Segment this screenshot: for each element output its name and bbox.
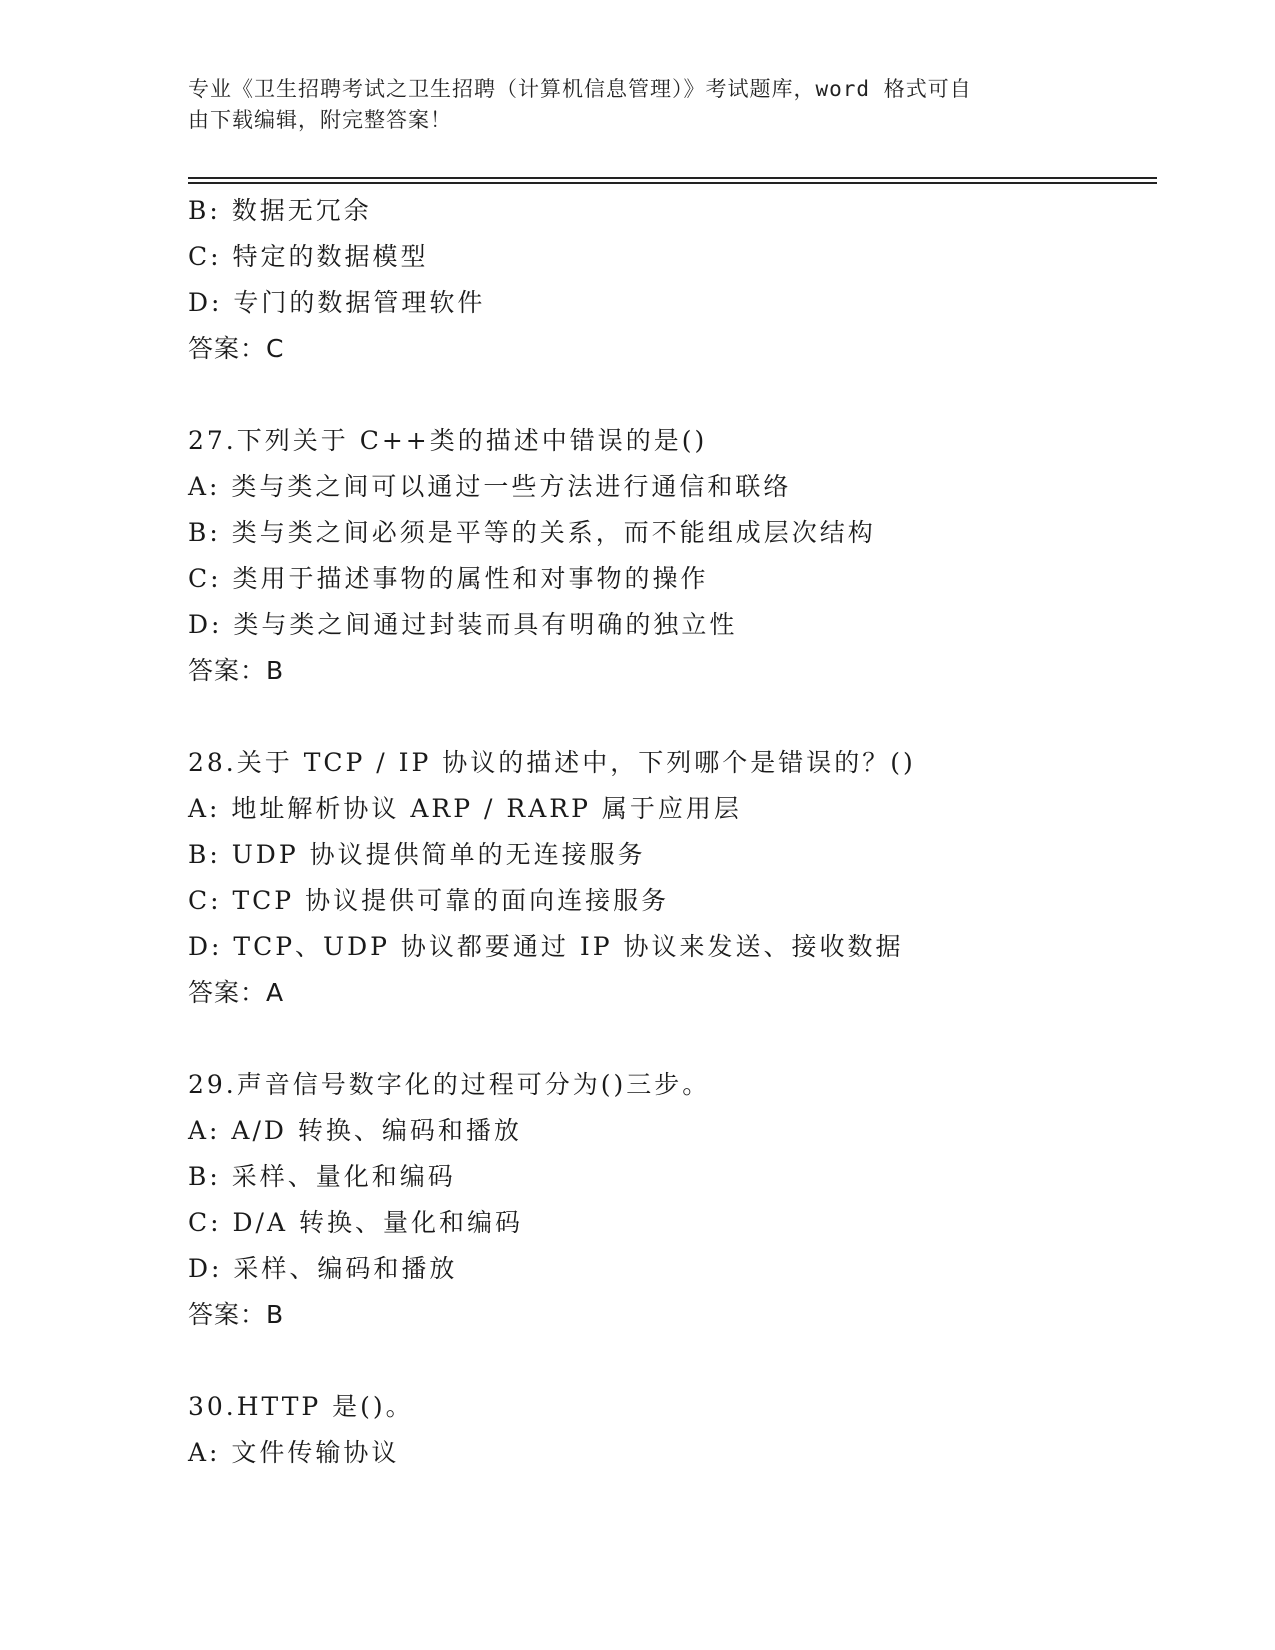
answer-line: 答案：C <box>188 334 285 363</box>
option-b: B: UDP 协议提供简单的无连接服务 <box>188 840 646 869</box>
answer-line: 答案：B <box>188 1300 285 1329</box>
header-line-2: 由下载编辑，附完整答案！ <box>188 108 452 132</box>
answer-line: 答案：B <box>188 656 285 685</box>
spacer <box>188 1338 1157 1384</box>
question-29 <box>188 1062 1157 1338</box>
option-c: C: TCP 协议提供可靠的面向连接服务 <box>188 886 670 915</box>
option-d: D: 采样、编码和播放 <box>188 1254 458 1283</box>
option-c: C: 类用于描述事物的属性和对事物的操作 <box>188 564 709 593</box>
option-c: C: D/A 转换、量化和编码 <box>188 1208 523 1237</box>
question-27 <box>188 418 1157 694</box>
continued-question <box>188 188 1157 372</box>
question-stem: 28.关于 TCP / IP 协议的描述中，下列哪个是错误的？() <box>188 748 916 777</box>
spacer <box>188 694 1157 740</box>
header-divider-top <box>188 177 1157 179</box>
header-line-1: 专业《卫生招聘考试之卫生招聘（计算机信息管理）》考试题库，word 格式可自 <box>188 77 972 101</box>
option-d: D: TCP、UDP 协议都要通过 IP 协议来发送、接收数据 <box>188 932 904 961</box>
option-d: D: 专门的数据管理软件 <box>188 288 486 317</box>
header-divider-bottom <box>188 182 1157 184</box>
spacer <box>188 1016 1157 1062</box>
option-a: A: A/D 转换、编码和播放 <box>188 1116 522 1145</box>
answer-line: 答案：A <box>188 978 285 1007</box>
question-stem: 29.声音信号数字化的过程可分为()三步。 <box>188 1070 711 1099</box>
question-stem: 27.下列关于 C++类的描述中错误的是() <box>188 426 708 455</box>
question-30 <box>188 1384 1157 1476</box>
option-b: B: 类与类之间必须是平等的关系，而不能组成层次结构 <box>188 518 876 547</box>
spacer <box>188 372 1157 418</box>
question-list <box>188 188 1157 1476</box>
question-28 <box>188 740 1157 1016</box>
option-a: A: 地址解析协议 ARP / RARP 属于应用层 <box>188 794 742 823</box>
option-a: A: 类与类之间可以通过一些方法进行通信和联络 <box>188 472 792 501</box>
option-b: B: 采样、量化和编码 <box>188 1162 456 1191</box>
question-stem: 30.HTTP 是()。 <box>188 1392 414 1421</box>
option-b: B: 数据无冗余 <box>188 196 372 225</box>
document-header <box>188 74 1068 136</box>
option-d: D: 类与类之间通过封装而具有明确的独立性 <box>188 610 738 639</box>
option-c: C: 特定的数据模型 <box>188 242 429 271</box>
option-a: A: 文件传输协议 <box>188 1438 400 1467</box>
